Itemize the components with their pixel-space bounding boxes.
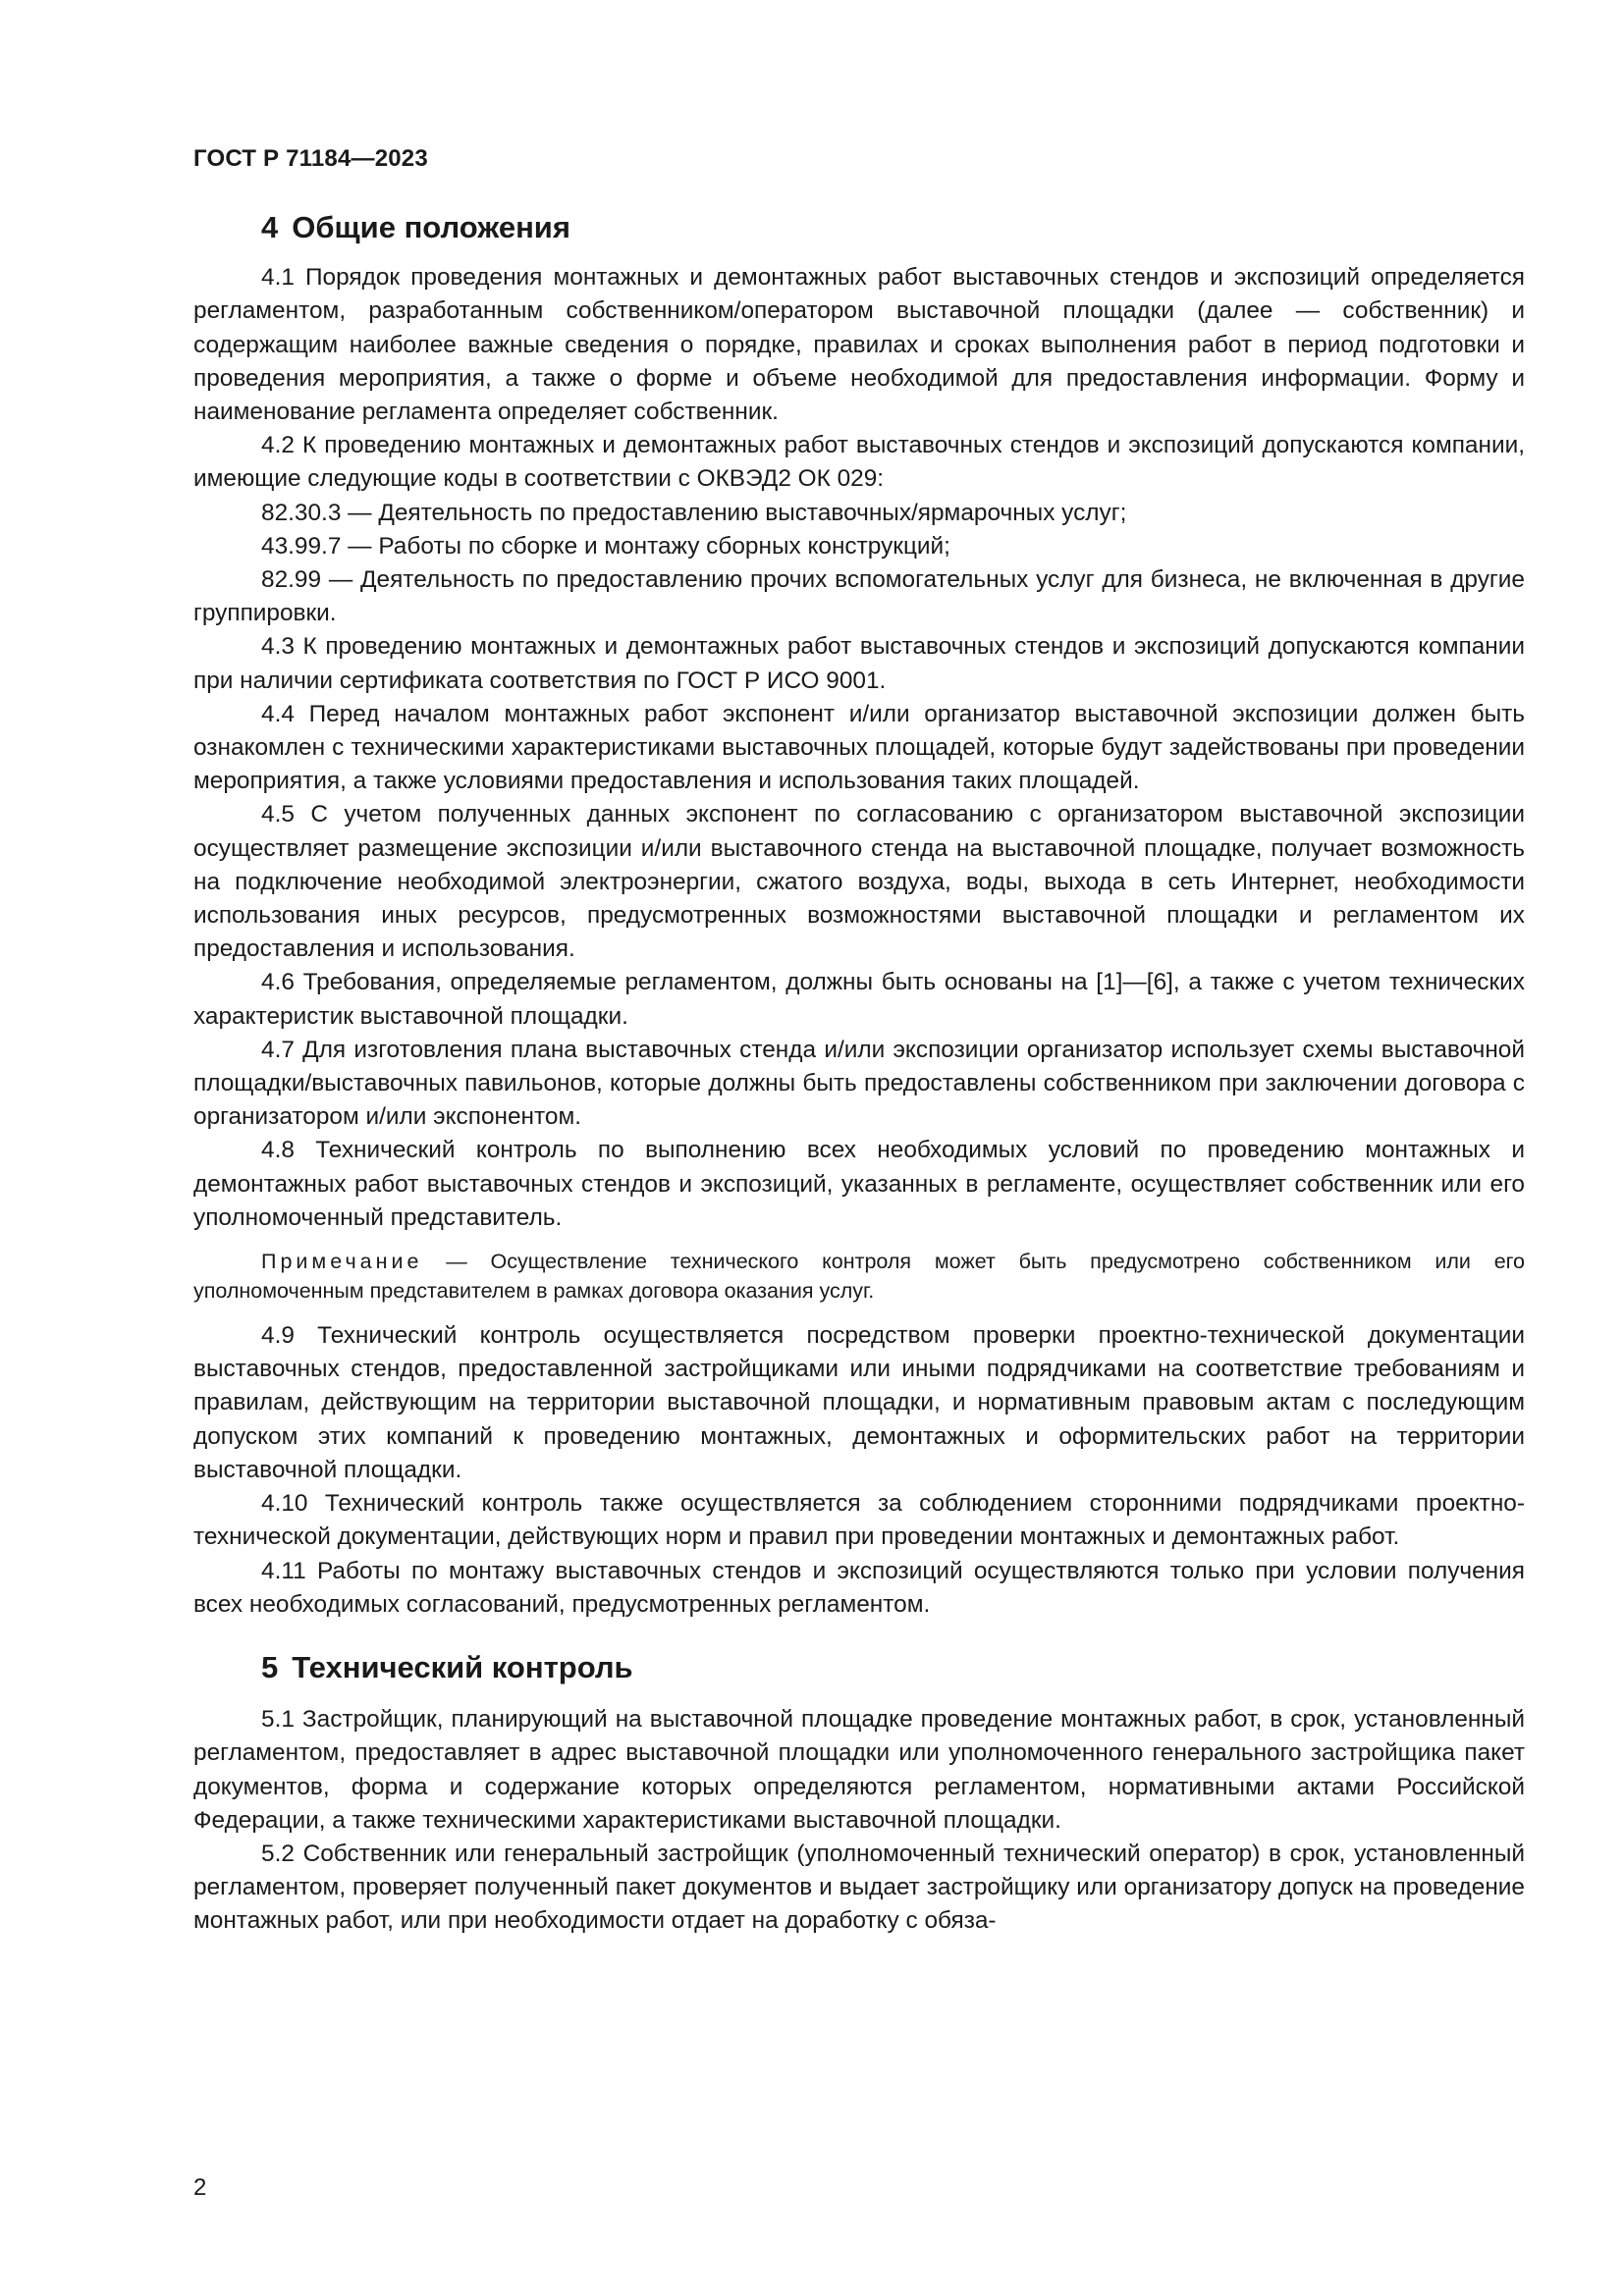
paragraph-5-1: 5.1 Застройщик, планирующий на выставочной площадке проведение монтажных работ, в срок, установленный регламентом, предоставляет в адрес выставочной площадки или уполномоченного генерального застройщика пакет документов, форма и содержание которых определяются регламентом, нормативными актами Российской Федерации, а также техническими характеристиками выставочной площадки.: [193, 1706, 1525, 1834]
document-page: [193, 145, 1525, 1939]
paragraph-4-6: 4.6 Требования, определяемые регламентом, должны быть основаны на [1]—[6], а также с учетом технических характеристик выставочной площадки.: [193, 969, 1525, 1030]
page-number: 2: [193, 2174, 207, 2201]
paragraph-4-2: 4.2 К проведению монтажных и демонтажных работ выставочных стендов и экспозиций допускаются компании, имеющие следующие коды в соответствии с ОКВЭД2 ОК 029:: [193, 432, 1525, 493]
okved-code-82-99: 82.99 — Деятельность по предоставлению прочих вспомогательных услуг для бизнеса, не включенная в другие группировки.: [193, 566, 1525, 627]
paragraph-5-2: 5.2 Собственник или генеральный застройщик (уполномоченный технический оператор) в срок, установленный регламентом, проверяет полученный пакет документов и выдает застройщику или организатору допуск на проведение монтажных работ, или при необходимости отдает на доработку с обяза-: [193, 1840, 1525, 1935]
paragraph-4-11: 4.11 Работы по монтажу выставочных стендов и экспозиций осуществляются только при условии получения всех необходимых согласований, предусмотренных регламентом.: [193, 1557, 1525, 1618]
note: [193, 1247, 1525, 1306]
section-5-title: Технический контроль: [292, 1649, 633, 1684]
section-4-heading: [261, 209, 1525, 245]
section-4-number: 4: [261, 210, 279, 244]
paragraph-4-9: 4.9 Технический контроль осуществляется посредством проверки проектно-технической документации выставочных стендов, предоставленной застройщиками или иными подрядчиками на соответствие требованиям и правилам, действующим на территории выставочной площадки, и нормативным правовым актам с последующим допуском этих компаний к проведению монтажных, демонтажных и оформительских работ на территории выставочной площадки.: [193, 1322, 1525, 1483]
paragraph-4-4: 4.4 Перед началом монтажных работ экспонент и/или организатор выставочной экспозиции должен быть ознакомлен с техническими характеристиками выставочных площадей, которые будут задействованы при проведении мероприятия, а также условиями предоставления и использования таких площадей.: [193, 700, 1525, 795]
okved-code-43-99-7: 43.99.7 — Работы по сборке и монтажу сборных конструкций;: [261, 532, 950, 560]
note-text: — Осуществление технического контроля может быть предусмотрено собственником или его уполномоченным представителем в рамках договора оказания услуг.: [193, 1250, 1525, 1304]
section-4-title: Общие положения: [292, 210, 570, 244]
okved-code-82-30-3: 82.30.3 — Деятельность по предоставлению выставочных/ярмарочных услуг;: [261, 499, 1127, 526]
note-label: Примечание: [261, 1250, 423, 1274]
paragraph-4-8: 4.8 Технический контроль по выполнению всех необходимых условий по проведению монтажных и демонтажных работ выставочных стендов и экспозиций, указанных в регламенте, осуществляет собственник или его уполномоченный представитель.: [193, 1137, 1525, 1231]
paragraph-4-1: 4.1 Порядок проведения монтажных и демонтажных работ выставочных стендов и экспозиций определяется регламентом, разработанным собственником/оператором выставочной площадки (далее — собственник) и содержащим наиболее важные сведения о порядке, правилах и сроках выполнения работ в период подготовки и проведения мероприятия, а также о форме и объеме необходимой для предоставления информации. Форму и наименование регламента определяет собственник.: [193, 264, 1525, 425]
paragraph-4-10: 4.10 Технический контроль также осуществляется за соблюдением сторонними подрядчиками проектно-технической документации, действующих норм и правил при проведении монтажных и демонтажных работ.: [193, 1490, 1525, 1551]
paragraph-4-7: 4.7 Для изготовления плана выставочных стенда и/или экспозиции организатор использует схемы выставочной площадки/выставочных павильонов, которые должны быть предоставлены собственником при заключении договора с организатором и/или экспонентом.: [193, 1036, 1525, 1131]
document-code-header: ГОСТ Р 71184—2023: [193, 145, 428, 172]
section-5-number: 5: [261, 1649, 279, 1684]
section-5-heading: [261, 1649, 1525, 1685]
paragraph-4-5: 4.5 С учетом полученных данных экспонент по согласованию с организатором выставочной экспозиции осуществляет размещение экспозиции и/или выставочного стенда на выставочной площадке, получает возможность на подключение необходимой электроэнергии, сжатого воздуха, воды, выхода в сеть Интернет, необходимости использования иных ресурсов, предусмотренных возможностями выставочной площадки и регламентом их предоставления и использования.: [193, 801, 1525, 963]
paragraph-4-3: 4.3 К проведению монтажных и демонтажных работ выставочных стендов и экспозиций допускаются компании при наличии сертификата соответствия по ГОСТ Р ИСО 9001.: [193, 633, 1525, 694]
